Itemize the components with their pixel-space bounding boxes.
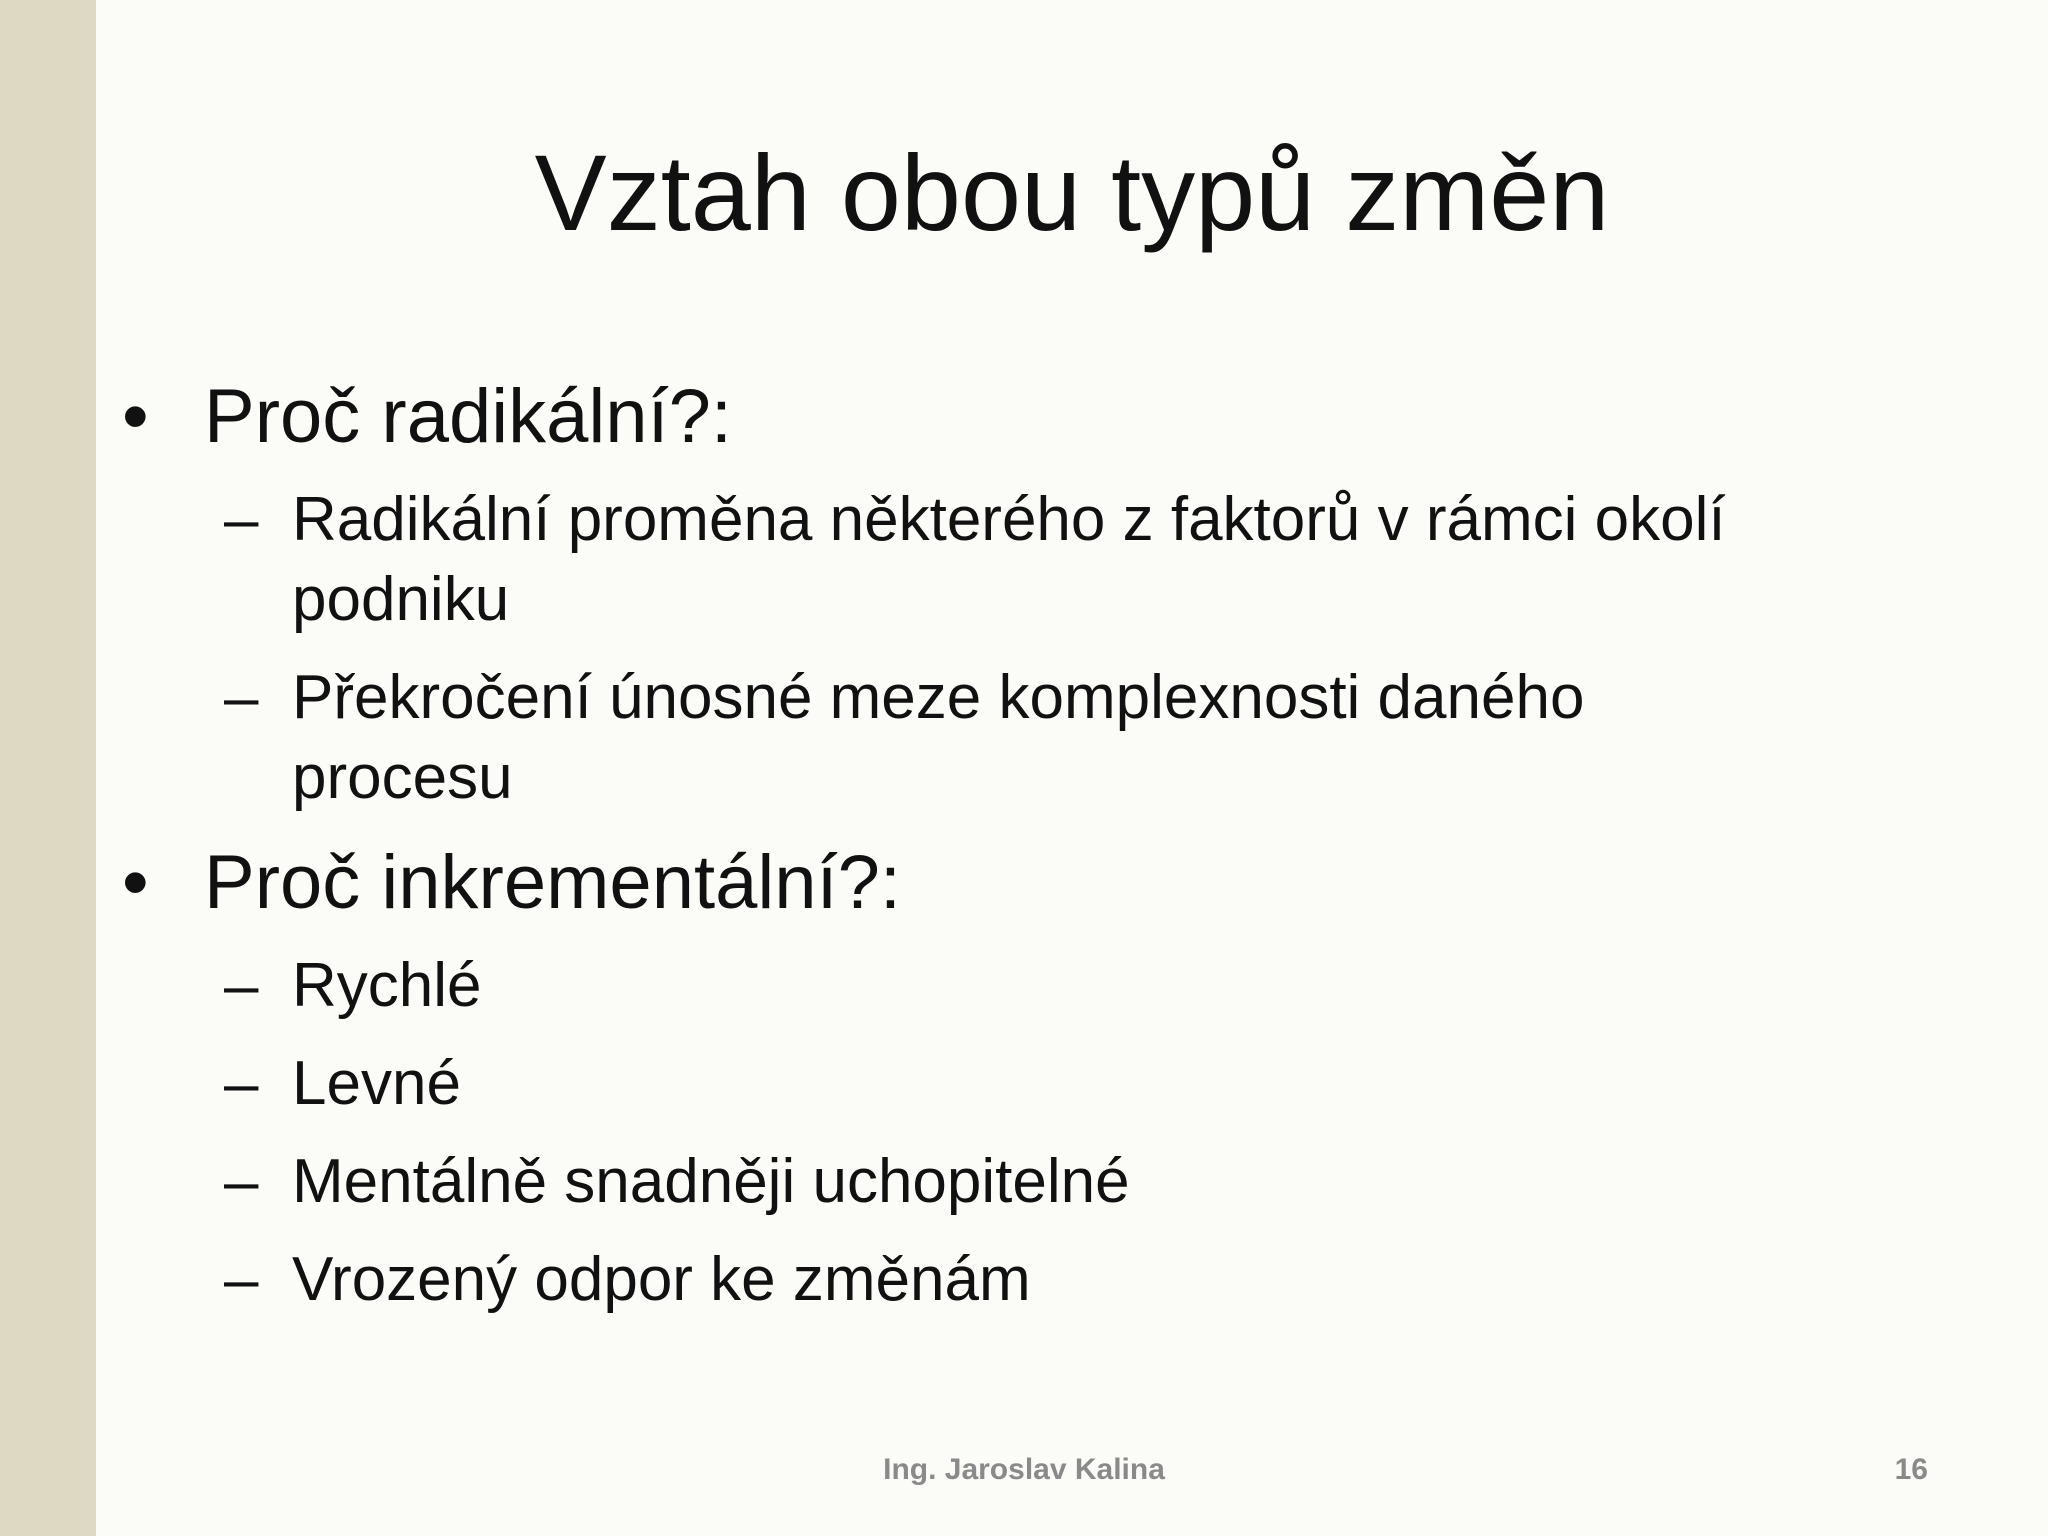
bullet-marker: •	[122, 840, 149, 925]
bullet-heading-incremental: Proč inkrementální?:	[204, 840, 901, 925]
footer-author: Ing. Jaroslav Kalina	[883, 1453, 1165, 1486]
sub-bullet-text: Levné	[292, 1049, 461, 1118]
bullet-marker: •	[122, 374, 149, 459]
sub-bullet-dash: –	[224, 485, 259, 554]
sub-bullet-dash: –	[224, 951, 259, 1020]
sub-bullet-text: Rychlé	[292, 951, 482, 1020]
slide-page-number: 16	[1894, 1453, 1928, 1486]
sub-bullet-dash: –	[224, 663, 259, 732]
sub-bullet-dash: –	[224, 1245, 259, 1314]
sub-bullet-text: Vrozený odpor ke změnám	[292, 1245, 1031, 1314]
sub-bullet-text-continued: podniku	[292, 565, 510, 634]
sub-bullet-text-continued: procesu	[292, 743, 513, 812]
sub-bullet-dash: –	[224, 1049, 259, 1118]
sub-bullet-text: Radikální proměna některého z faktorů v rámci okolí	[292, 485, 1726, 554]
sub-bullet-text: Překročení únosné meze komplexnosti daného	[292, 663, 1585, 732]
sub-bullet-dash: –	[224, 1147, 259, 1216]
sub-bullet-text: Mentálně snadněji uchopitelné	[292, 1147, 1130, 1216]
slide-title: Vztah obou typů změn	[534, 132, 1610, 253]
bullet-heading-radical: Proč radikální?:	[204, 374, 733, 459]
